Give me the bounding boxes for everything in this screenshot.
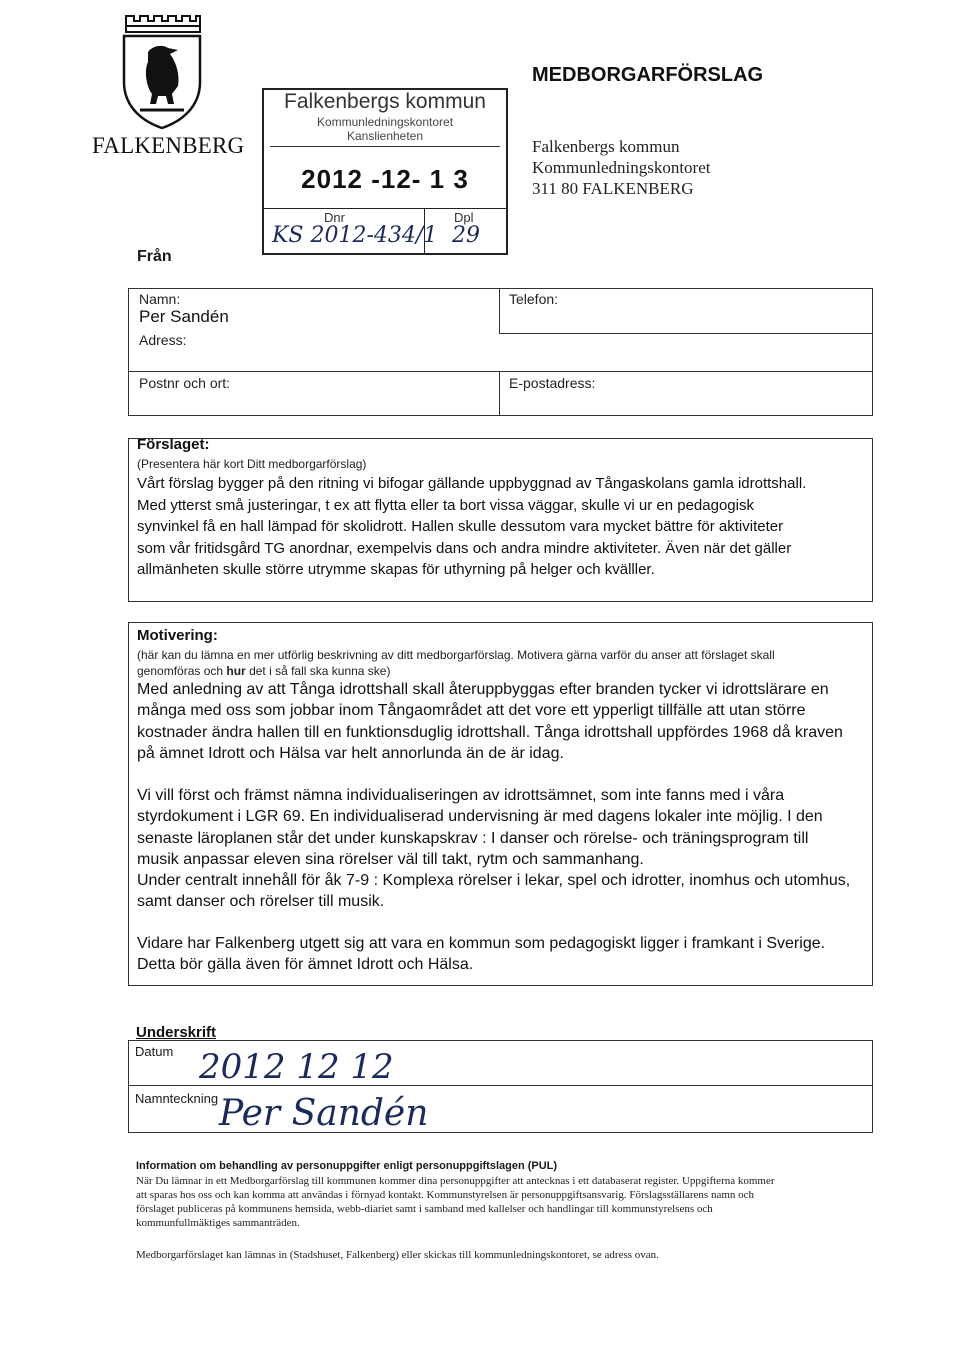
field-divider: [499, 289, 500, 333]
hint-text: det i så fall ska kunna ske): [245, 664, 391, 678]
motivation-line: styrdokument i LGR 69. En individualiserad undervisning är med dagens lokaler inte möjlig. I den: [137, 808, 823, 826]
motivation-line: många med oss som jobbar inom Tångaområdet att det vore ett ypperligt tillfälle att utan större: [137, 702, 806, 720]
motivation-line: Detta bör gälla även för ämnet Idrott och Hälsa.: [137, 956, 474, 974]
privacy-info-line: förslaget publiceras på kommunens hemsida, webb-diariet samt i samband med kallelser och handlingar till kommunstyrelsens och: [136, 1203, 713, 1215]
stamp-department: Kommunledningskontoret: [316, 115, 454, 129]
stamp-divider: [264, 208, 506, 209]
stamp-dpl-value: 29: [452, 223, 480, 248]
document-title: MEDBORGARFÖRSLAG: [532, 64, 764, 86]
privacy-info-body: [136, 1174, 876, 1230]
motivation-paragraph: [137, 933, 825, 976]
field-divider: [129, 371, 872, 372]
motivation-hint-line: (här kan du lämna en mer utförlig beskrivning av ditt medborgarförslag. Motivera gärna varför du anser att förslaget skall: [137, 648, 775, 662]
privacy-info-line: kommunfullmäktiges sammanträden.: [136, 1217, 300, 1229]
proposal-hint: (Presentera här kort Ditt medborgarförslag): [137, 457, 367, 471]
motivation-line: Med anledning av att Tånga idrottshall skall återuppbyggas efter branden tycker vi idrottslärare en: [137, 681, 829, 698]
motivation-section: [128, 622, 873, 986]
proposal-title: Förslaget:: [137, 436, 210, 453]
contact-box: [128, 288, 873, 416]
proposal-section: [128, 438, 873, 602]
handwritten-date: 2012 12 12: [199, 1047, 394, 1087]
recipient-line: Kommunledningskontoret: [532, 158, 711, 177]
motivation-line: kostnader ändra hallen till en funktionsduglig idrottshall. Tånga idrottshall uppfördes 1968 då kraven: [137, 723, 843, 741]
motivation-line: Under centralt innehåll för åk 7-9 : Komplexa rörelser i lekar, spel och idrotter, inomhus och utomhus,: [137, 872, 851, 890]
name-field[interactable]: Per Sandén: [139, 307, 229, 326]
stamp-org: Falkenbergs kommun: [284, 90, 486, 113]
stamp-unit: Kanslienheten: [346, 129, 424, 143]
hint-text: genomföras och: [137, 664, 227, 678]
received-stamp: [262, 88, 508, 255]
motivation-title: Motivering:: [137, 627, 218, 644]
motivation-line: Vi vill först och främst nämna individualiseringen av idrottsämnet, som inte fanns med i våra: [137, 787, 785, 804]
motivation-line: musik anpassar eleven sina rörelser väl till takt, rytm och sammanhang.: [137, 850, 644, 868]
email-label: E-postadress:: [509, 375, 596, 391]
motivation-hint: [137, 647, 775, 679]
field-divider: [499, 371, 500, 415]
submission-info: Medborgarförslaget kan lämnas in (Stadshuset, Falkenberg) eller skickas till kommunledningskontoret, se adress ovan.: [136, 1249, 659, 1261]
field-divider: [499, 333, 872, 334]
signature-title: Underskrift: [136, 1024, 217, 1041]
signature-label: Namnteckning: [135, 1091, 219, 1106]
signature-box: [128, 1040, 873, 1133]
proposal-line: som vår fritidsgård TG anordnar, exempelvis dans och andra mindre aktiviteter. Även när det gäller: [137, 539, 792, 557]
motivation-paragraph: [137, 679, 843, 764]
privacy-info-title: Information om behandling av personuppgifter enligt personuppgiftslagen (PUL): [136, 1160, 558, 1172]
proposal-line: synvinkel få en hall lämpad för skolidrott. Hallen skulle dessutom vara mycket bättre för aktiviteter: [137, 518, 784, 536]
date-label: Datum: [135, 1044, 174, 1059]
proposal-line: allmänheten skulle större utrymme skapas för uthyrning på helger och kvälller.: [137, 561, 655, 579]
proposal-line: Vårt förslag bygger på den ritning vi bifogar gällande uppbyggnad av Tångaskolans gamla idrottshall.: [137, 475, 807, 492]
motivation-line: Vidare har Falkenberg utgett sig att vara en kommun som pedagogiskt ligger i framkant i Sverige.: [137, 935, 826, 952]
stamp-dnr-label: Dnr: [324, 210, 345, 225]
privacy-info-line: När Du lämnar in ett Medborgarförslag till kommunen kommer dina personuppgifter att antecknas i ett databaserat register. Uppgifterna kommer: [136, 1175, 775, 1187]
stamp-dpl-label: Dpl: [454, 210, 474, 225]
name-label: Namn:: [139, 291, 181, 307]
municipality-logo-text: FALKENBERG: [92, 133, 245, 158]
proposal-text: [137, 473, 806, 581]
motivation-hint-line: [137, 663, 775, 679]
handwritten-signature: Per Sandén: [219, 1093, 429, 1134]
stamp-divider: [270, 146, 500, 147]
recipient-line: Falkenbergs kommun: [532, 137, 680, 156]
proposal-line: Med ytterst små justeringar, t ex att flytta eller ta bort vissa väggar, skulle vi ur en pedagogisk: [137, 496, 754, 514]
recipient-line: 311 80 FALKENBERG: [532, 179, 694, 198]
hint-emphasis: hur: [226, 664, 246, 678]
from-label: Från: [137, 248, 172, 265]
motivation-line: samt danser och rörelser till musik.: [137, 893, 385, 911]
address-label: Adress:: [139, 332, 187, 348]
stamp-dnr-value: KS 2012-434/1: [272, 223, 438, 248]
motivation-line: på ämnet Idrott och Hälsa var helt annorlunda än de är idag.: [137, 744, 564, 762]
phone-label: Telefon:: [509, 291, 559, 307]
signature-divider: [129, 1085, 872, 1086]
coat-of-arms-logo: [118, 12, 206, 130]
postal-label: Postnr och ort:: [139, 375, 231, 391]
stamp-date: 2012 -12- 1 3: [301, 164, 469, 194]
privacy-info-line: att sparas hos oss och kan komma att användas i förnyad kontakt. Kommunstyrelsen är personuppgiftsansvarig. Förslagsställarens namn och: [136, 1189, 755, 1201]
motivation-line: senaste läroplanen står det under kunskapskrav : I danser och rörelse- och träningsprogram till: [137, 829, 809, 847]
motivation-paragraph: [137, 785, 850, 913]
